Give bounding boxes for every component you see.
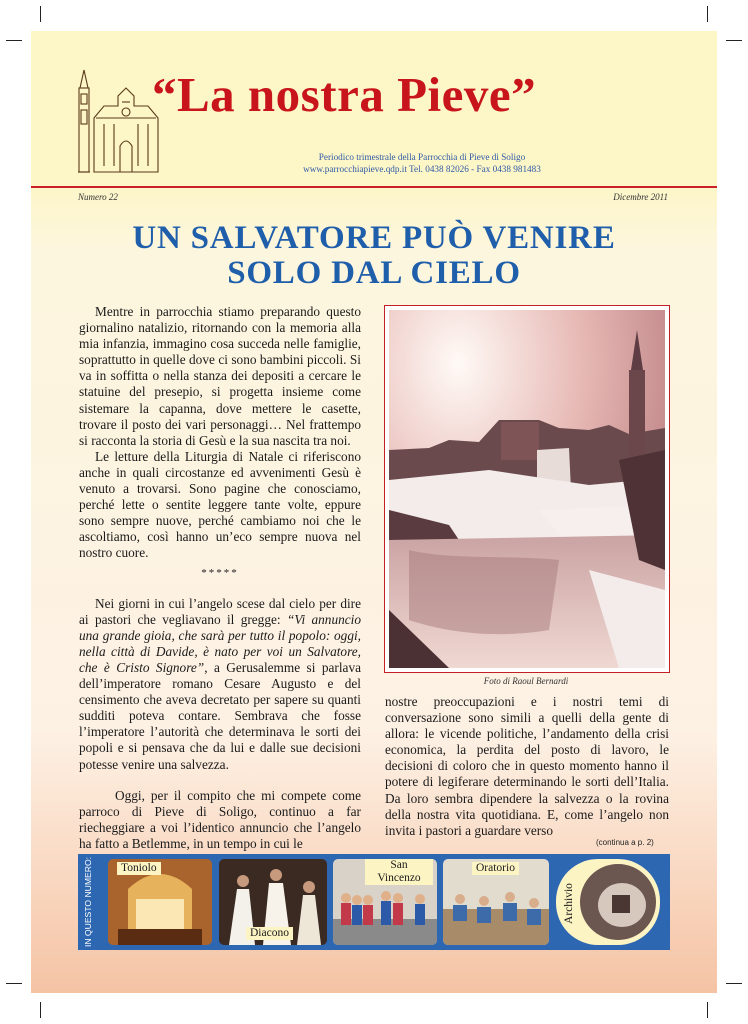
photo-caption: Foto di Raoul Bernardi (483, 676, 569, 686)
thumb-label-oratorio: Oratorio (472, 862, 519, 875)
article-left-column (79, 304, 361, 852)
crop-mark (6, 40, 22, 41)
article-paragraph: Le letture della Liturgia di Natale ci riferiscono anche in quali circostanze ed avvenimenti Gesù è venuto a trovarsi. Sono pagine che conosciamo, perché lette o sentite leggere tante volte, eppure sono sempre nuove, perché cambiamo noi che le ascoltiamo, così hanno un’eco sempre nuova nel nostro cuore. (79, 448, 361, 561)
masthead-divider (31, 186, 717, 188)
crop-mark (40, 6, 41, 22)
section-separator: ***** (201, 566, 239, 579)
issue-number: Numero 22 (78, 192, 118, 202)
crop-mark (726, 40, 742, 41)
thumb-label-san-vincenzo: San Vincenzo (365, 859, 433, 885)
photo-image (389, 310, 665, 668)
crop-mark (40, 1002, 41, 1018)
crop-mark (707, 1002, 708, 1018)
headline-line-2: SOLO DAL CIELO (227, 255, 521, 291)
publication-contacts: www.parrocchiapieve.qdp.it Tel. 0438 82026 - Fax 0438 981483 (303, 164, 541, 174)
snow-village-photo (384, 305, 670, 673)
article-paragraph (79, 596, 361, 773)
crop-mark (726, 983, 742, 984)
scripture-quote: “Vi annuncio una grande gioia, che sarà per tutto il popolo: oggi, nella città di Davide, è nato per voi un Salvatore, che è Cristo Signore” (79, 611, 361, 675)
continued-note: (continua a p. 2) (596, 838, 654, 847)
article-text: , a Gerusalemme si parlava dell’imperatore romano Cesare Augusto e del censimento che aveva decretato per sapere su quanti sudditi poteva contare. Sembrava che fosse l’imperatore l’autorità che determinava le sorti dei popoli e si pensava che da lui e dalle sue decisioni potesse venire una salvezza. (79, 659, 361, 772)
masthead-title: “La nostra Pieve” (152, 67, 537, 122)
article-paragraph: Mentre in parrocchia stiamo preparando questo giornalino natalizio, ritornando con la memoria alla mia infanzia, immagino cosa succeda nelle famiglie, soprattutto in quelle dove ci sono bambini piccoli. Si va in soffitta o nella stanza dei depositi a cercare le statuine del presepio, si progetta insieme come sistemare la capanna, dove mettere le casette, trovare il posto dei vari personaggi… Nel frattempo si racconta la storia di Gesù e la sua nascita tra noi. (79, 304, 361, 448)
crop-mark (6, 983, 22, 984)
thumb-label-diacono: Diacono (246, 927, 293, 940)
thumb-label-toniolo: Toniolo (117, 862, 161, 875)
article-text: Nei giorni in cui l’angelo scese dal cielo per dire ai pastori che vegliavano il gregge: (79, 595, 361, 627)
in-this-issue-label: IN QUESTO NUMERO: (83, 856, 93, 948)
thumb-label-archivio: Archivio (562, 883, 575, 924)
headline-line-1: UN SALVATORE PUÒ VENIRE (132, 220, 616, 256)
publication-info (236, 151, 608, 175)
publication-subtitle: Periodico trimestrale della Parrocchia di Pieve di Soligo (318, 152, 526, 162)
article-paragraph: nostre preoccupazioni e i nostri temi di conversazione sono simili a quelli della gente di allora: le vicende politiche, l’andamento della crisi economica, la perdita del posto di lavoro, le decisioni di coloro che in questo momento hanno il potere di legiferare determinando le sorti dell’Italia. Da loro sembra dipendere la salvezza o la rovina della nostra vita quotidiana. E, come l’angelo non invita i pastori a guardare verso (385, 694, 669, 838)
issue-date: Dicembre 2011 (613, 192, 668, 202)
article-right-column (385, 694, 669, 839)
article-paragraph: Oggi, per il compito che mi compete come parroco di Pieve di Soligo, continuo a far riecheggiare a voi l’identico annuncio che l’angelo ha fatto a Betlemme, in un tempo in cui le (79, 787, 361, 851)
crop-mark (707, 6, 708, 22)
